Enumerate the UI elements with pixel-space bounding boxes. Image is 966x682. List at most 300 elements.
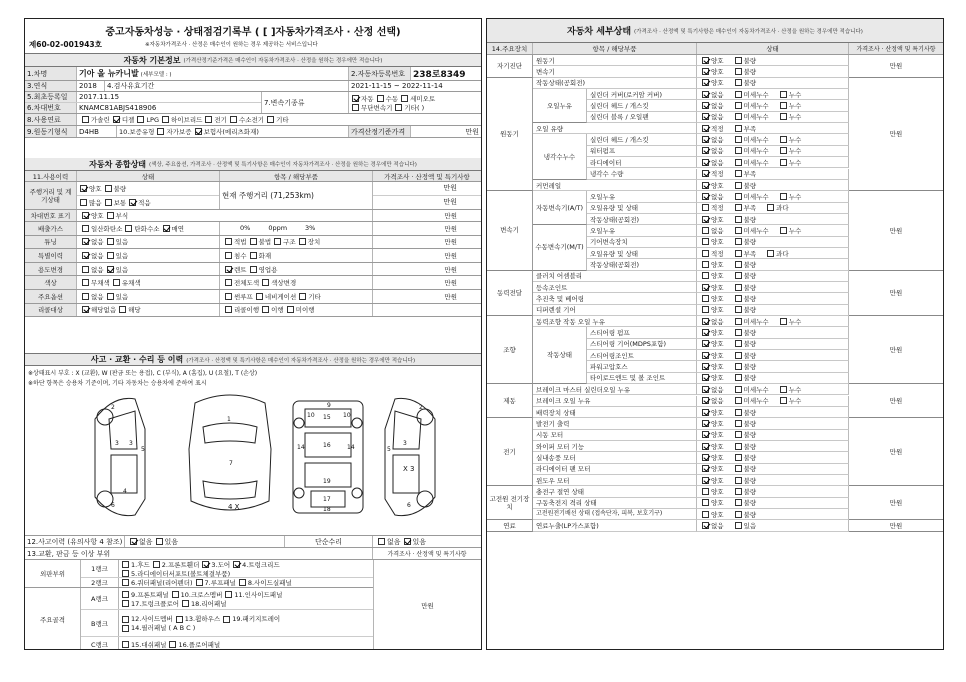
cb-none[interactable] [702, 147, 709, 154]
cb-package-tray[interactable] [223, 616, 230, 623]
state-good: 양호 [711, 453, 724, 462]
price-emission: 만원 [444, 224, 457, 233]
emission-value-0: 0% [240, 224, 251, 233]
cb-tuning-3[interactable] [250, 238, 257, 245]
cb-mi[interactable] [735, 159, 742, 166]
cb-bad[interactable] [735, 431, 742, 438]
detail-item: 오일유량 및 상태 [587, 203, 697, 214]
mark-r3: 3 [403, 440, 407, 447]
cb-side-member[interactable] [122, 616, 129, 623]
cb-vin-mark-1[interactable] [107, 212, 114, 219]
state-none: 없음 [711, 192, 724, 201]
part-roof-panel: 7.루프패널 [204, 579, 236, 587]
label-first-reg: 5.최초등록일 [25, 92, 77, 102]
row-emission [25, 222, 481, 236]
cb-good[interactable] [702, 284, 709, 291]
cb-recall-4[interactable] [287, 306, 294, 313]
cb-floor-panel[interactable] [169, 641, 176, 648]
cb-mi[interactable] [735, 397, 742, 404]
state-bad: 불량 [743, 419, 757, 428]
cb-bad[interactable] [735, 340, 742, 347]
detail-state [697, 214, 849, 225]
mark-l3a: 3 [115, 440, 119, 447]
detail-item: 작동상태(공회전) [587, 259, 697, 270]
cb-mi[interactable] [735, 147, 742, 154]
cb-radiator-support[interactable] [122, 570, 129, 577]
detail-state [697, 475, 849, 486]
device-group-4: 조향 [487, 316, 533, 384]
part-side-sill: 8.사이드실패널 [247, 579, 292, 587]
part-cross-member: 10.크로스멤버 [180, 590, 223, 599]
cb-special-history-1[interactable] [107, 252, 114, 259]
state-mi: 미세누수 [743, 102, 769, 111]
state-bad: 불량 [743, 215, 757, 224]
cb-bad[interactable] [735, 465, 742, 472]
state-mi: 미세누수 [743, 226, 769, 235]
checkbox-fuel-5[interactable] [230, 116, 237, 123]
detail-state [697, 486, 849, 497]
opt-main-options-1: 있음 [115, 292, 129, 301]
cb-leak[interactable] [780, 113, 787, 120]
opt-emission-0: 일산화탄소 [91, 224, 123, 233]
cb-over[interactable] [767, 204, 774, 211]
cb-good[interactable] [702, 272, 709, 279]
detail-item: 브레이크 오일 누유 [533, 396, 697, 407]
cb-bad[interactable] [735, 374, 742, 381]
label-outer-panel: 외판부위 [25, 560, 81, 587]
cb-good[interactable] [702, 488, 709, 495]
price-color: 만원 [444, 279, 457, 288]
cb-main-options-1[interactable] [107, 293, 114, 300]
cb-good[interactable] [702, 261, 709, 268]
cb-good[interactable] [702, 454, 709, 461]
fuel-options [77, 114, 481, 125]
cb-tuning-2[interactable] [225, 238, 232, 245]
state-leak: 누수 [788, 136, 802, 145]
detail-item: 원동기 [533, 55, 697, 66]
cb-bad[interactable] [735, 57, 742, 64]
detail-state [697, 498, 849, 509]
cb-special-history-3[interactable] [250, 252, 257, 259]
accident-note: (가격조사 · 산정액 및 특기사항은 매수인이 자동차가격조사 · 산정을 원하는 경우에만 적습니다) [186, 357, 416, 364]
detail-state [697, 430, 849, 441]
cb-bad[interactable] [735, 182, 742, 189]
cb-good[interactable] [702, 340, 709, 347]
cb-bad[interactable] [735, 454, 742, 461]
cb-lack[interactable] [735, 250, 742, 257]
cb-bad[interactable] [735, 511, 742, 518]
cb-exist[interactable] [735, 522, 742, 529]
opt-mileage-many: 많음 [89, 198, 102, 207]
mark-f18: 18 [323, 506, 331, 513]
cb-tuning-4[interactable] [274, 238, 281, 245]
cb-main-options-4[interactable] [299, 293, 306, 300]
cb-leak[interactable] [780, 147, 787, 154]
state-none: 없음 [711, 397, 724, 406]
cb-none[interactable] [702, 227, 709, 234]
cb-good[interactable] [702, 511, 709, 518]
cb-adeq[interactable] [702, 170, 709, 177]
cb-good[interactable] [702, 443, 709, 450]
state-mi: 미세누수 [743, 385, 769, 394]
cb-lack[interactable] [735, 170, 742, 177]
cb-leak[interactable] [780, 102, 787, 109]
cb-none[interactable] [702, 386, 709, 393]
cb-good[interactable] [702, 238, 709, 245]
cb-emission-2[interactable] [163, 225, 170, 232]
cb-none[interactable] [702, 318, 709, 325]
checkbox-mileage-many[interactable] [80, 199, 87, 206]
cb-front-panel[interactable] [122, 591, 129, 598]
detail-state [697, 169, 849, 180]
cb-none[interactable] [702, 159, 709, 166]
state-leak: 누수 [788, 147, 802, 156]
cb-mi[interactable] [735, 318, 742, 325]
cb-color-0[interactable] [82, 279, 89, 286]
cb-leak[interactable] [780, 136, 787, 143]
cb-trunk-lid[interactable] [233, 561, 240, 568]
cb-good[interactable] [702, 182, 709, 189]
state-leak: 누수 [788, 192, 802, 201]
part-pillar-panel: 14.필러패널 ( A B C ) [131, 624, 196, 632]
cb-none[interactable] [702, 102, 709, 109]
opt-special-history-3: 화재 [258, 251, 272, 260]
cb-bad[interactable] [735, 261, 742, 268]
opt-auto: 자동 [361, 94, 374, 103]
cb-leak[interactable] [780, 227, 787, 234]
checkbox-fuel-3[interactable] [162, 116, 169, 123]
detail-state [697, 407, 849, 418]
cb-pillar-panel[interactable] [122, 625, 129, 632]
car-detail-model: (세부모델 : ) [140, 71, 172, 78]
opt-main-options-3: 네비게이션 [264, 292, 297, 301]
state-bad: 불량 [743, 487, 757, 496]
cb-good[interactable] [702, 374, 709, 381]
cb-use-change-2[interactable] [225, 266, 232, 273]
state-good: 양호 [711, 56, 724, 65]
row-color [25, 276, 481, 290]
cb-recall-3[interactable] [262, 306, 269, 313]
detail-item: 작동상태(공회전) [587, 214, 697, 225]
opt-use-change-0: 없음 [91, 265, 104, 274]
cb-recall-2[interactable] [225, 306, 232, 313]
state-good: 양호 [711, 476, 724, 485]
cb-good[interactable] [702, 295, 709, 302]
row-exchange-header [25, 548, 481, 560]
checkbox-mileage-normal[interactable] [105, 199, 112, 206]
cb-bad[interactable] [735, 409, 742, 416]
detail-state [697, 55, 849, 66]
cb-main-options-0[interactable] [82, 293, 89, 300]
state-mi: 미세누수 [743, 113, 769, 122]
cb-bad[interactable] [735, 352, 742, 359]
opt-color-3: 색상변경 [271, 279, 297, 288]
detail-item: 워터펌프 [587, 146, 697, 157]
cb-good[interactable] [702, 329, 709, 336]
detail-item: 클러치 어셈블리 [533, 271, 697, 282]
detail-item: 기어변속장치 [587, 237, 697, 248]
cb-leak[interactable] [780, 193, 787, 200]
cb-tuning-5[interactable] [299, 238, 306, 245]
cb-lack[interactable] [735, 204, 742, 211]
detail-state [697, 293, 849, 304]
cb-bad[interactable] [735, 79, 742, 86]
cb-recall-0[interactable] [82, 306, 89, 313]
state-bad: 불량 [743, 408, 757, 417]
mark-f14a: 14 [297, 444, 305, 451]
col-price: 가격조사 · 산정액 및 특기사항 [373, 171, 481, 181]
cb-mi[interactable] [735, 113, 742, 120]
checkbox-accident-none[interactable] [130, 538, 137, 545]
basic-info-header [25, 53, 481, 67]
cb-dash-panel[interactable] [122, 641, 129, 648]
cb-good[interactable] [702, 216, 709, 223]
cb-leak[interactable] [780, 91, 787, 98]
cb-bad[interactable] [735, 295, 742, 302]
device-group-7: 고전원 전기장치 [487, 486, 533, 520]
row-tuning [25, 236, 481, 250]
checkbox-repair-none[interactable] [378, 538, 385, 545]
checkbox-fuel-4[interactable] [205, 116, 212, 123]
cb-good[interactable] [702, 420, 709, 427]
cb-bad[interactable] [735, 420, 742, 427]
state-bad: 불량 [743, 465, 757, 474]
state-leak: 누수 [788, 90, 802, 99]
device-group-3: 동력전달 [487, 271, 533, 316]
detail-item: 오일 유량 [533, 123, 697, 134]
cb-mi[interactable] [735, 102, 742, 109]
cb-none[interactable] [702, 113, 709, 120]
checkbox-fuel-6[interactable] [267, 116, 274, 123]
part-front-fender: 2.프론트휀더 [161, 560, 200, 569]
device-price-5: 만원 [849, 384, 943, 418]
detail-item: 충전구 절연 상태 [533, 486, 697, 497]
cb-leak[interactable] [780, 159, 787, 166]
cb-lack[interactable] [735, 125, 742, 132]
cb-bad[interactable] [735, 499, 742, 506]
cb-good[interactable] [702, 431, 709, 438]
cb-tuning-1[interactable] [107, 238, 114, 245]
cb-door[interactable] [202, 561, 209, 568]
detail-title: 자동차 세부상태 [567, 27, 632, 37]
cb-emission-0[interactable] [82, 225, 89, 232]
checkbox-semi[interactable] [401, 95, 408, 102]
cb-inside-panel[interactable] [225, 591, 232, 598]
detail-item: 실린더 블록 / 오일팬 [587, 112, 697, 123]
detail-item: 냉각수 수량 [587, 169, 697, 180]
cb-mi[interactable] [735, 227, 742, 234]
cb-front-fender[interactable] [153, 561, 160, 568]
cb-leak[interactable] [780, 318, 787, 325]
opt-use-change-2: 렌트 [234, 265, 247, 274]
cb-over[interactable] [767, 250, 774, 257]
cb-adeq[interactable] [702, 204, 709, 211]
cb-rear-panel[interactable] [182, 600, 189, 607]
cb-leak[interactable] [780, 397, 787, 404]
cb-good[interactable] [702, 57, 709, 64]
opt-fuel-2: LPG [146, 115, 159, 124]
checkbox-auto[interactable] [352, 95, 359, 102]
price-vin-mark: 만원 [444, 212, 457, 220]
detail-state [697, 191, 849, 202]
checkbox-gauge-good[interactable] [80, 185, 87, 192]
state-leak: 누수 [788, 102, 802, 111]
mark-t1: 1 [227, 416, 231, 423]
cb-recall-1[interactable] [119, 306, 126, 313]
cb-bad[interactable] [735, 238, 742, 245]
cb-use-change-0[interactable] [82, 266, 89, 273]
cb-good[interactable] [702, 363, 709, 370]
mark-f15: 15 [323, 414, 331, 421]
checkbox-fuel-2[interactable] [137, 116, 144, 123]
state-bad: 불량 [743, 181, 757, 190]
detail-state [697, 237, 849, 248]
cb-none[interactable] [702, 136, 709, 143]
checkbox-manual[interactable] [377, 95, 384, 102]
cb-vin-mark-0[interactable] [82, 212, 89, 219]
cb-mi[interactable] [735, 136, 742, 143]
state-none: 없음 [711, 90, 724, 99]
label-mileage: 주행거리 및 계기상태 [25, 182, 77, 209]
cb-use-change-1[interactable] [107, 266, 114, 273]
state-good: 양호 [711, 238, 724, 247]
cb-mi[interactable] [735, 91, 742, 98]
opt-self-warranty: 자가보증 [166, 128, 192, 136]
checkbox-fuel-0[interactable] [82, 116, 89, 123]
cb-none[interactable] [702, 193, 709, 200]
basic-info-title: 자동차 기본정보 [123, 55, 181, 65]
cb-good[interactable] [702, 465, 709, 472]
cb-color-2[interactable] [225, 279, 232, 286]
cb-roof-panel[interactable] [196, 579, 203, 586]
detail-state [697, 316, 849, 327]
label-year: 3.연식 [25, 81, 77, 91]
cb-bad[interactable] [735, 272, 742, 279]
cb-bad[interactable] [735, 477, 742, 484]
cb-leak[interactable] [780, 386, 787, 393]
opt-tuning-3: 불법 [258, 238, 272, 247]
device-price-3: 만원 [849, 271, 943, 316]
state-adeq: 적정 [711, 124, 724, 133]
cb-hood[interactable] [122, 561, 129, 568]
cb-quarter-panel[interactable] [122, 579, 129, 586]
part-trunk-floor: 17.트렁크플로어 [131, 599, 180, 608]
device-price-4: 만원 [849, 316, 943, 384]
checkbox-other-trans[interactable] [395, 104, 402, 111]
part-inside-panel: 11.인사이드패널 [234, 590, 283, 599]
cb-good[interactable] [702, 352, 709, 359]
state-bad: 불량 [743, 351, 757, 360]
label-simple-repair: 단순수리 [285, 536, 373, 547]
state-bad: 불량 [743, 283, 757, 292]
cb-bad[interactable] [735, 68, 742, 75]
cb-special-history-0[interactable] [82, 252, 89, 259]
cb-color-3[interactable] [262, 279, 269, 286]
cb-good[interactable] [702, 499, 709, 506]
label-tuning: 튜닝 [25, 236, 77, 249]
mark-r2: 2 [419, 404, 423, 411]
state-good: 양호 [711, 351, 724, 360]
summary-note: (색상, 주요옵션, 가격조사 · 산정액 및 특기사항은 매수인이 자동차가격조사 · 산정을 원하는 경우에만 적습니다) [149, 162, 417, 168]
cb-cross-member[interactable] [172, 591, 179, 598]
detail-state [697, 203, 849, 214]
cb-bad[interactable] [735, 488, 742, 495]
state-bad: 불량 [743, 374, 757, 383]
cb-none[interactable] [702, 522, 709, 529]
cb-adeq[interactable] [702, 125, 709, 132]
checkbox-accident-yes[interactable] [156, 538, 163, 545]
row-fuel [25, 114, 481, 126]
cb-wheel-house[interactable] [176, 616, 183, 623]
price-recall [373, 304, 481, 317]
cb-bad[interactable] [735, 329, 742, 336]
cb-adeq[interactable] [702, 250, 709, 257]
opt-emission-1: 탄화수소 [134, 224, 160, 233]
cb-bad[interactable] [735, 363, 742, 370]
checkbox-fuel-1[interactable] [113, 116, 120, 123]
state-good: 양호 [711, 408, 724, 417]
checkbox-repair-yes[interactable] [404, 538, 411, 545]
label-vin-mark: 차대번호 표기 [25, 210, 77, 221]
state-leak: 누수 [788, 317, 802, 326]
checkbox-gauge-bad[interactable] [105, 185, 112, 192]
cb-emission-1[interactable] [125, 225, 132, 232]
checkbox-self-warranty[interactable] [157, 128, 164, 135]
cb-good[interactable] [702, 79, 709, 86]
row-main-options [25, 290, 481, 304]
cb-use-change-3[interactable] [250, 266, 257, 273]
cb-trunk-floor[interactable] [122, 600, 129, 607]
detail-sub-1-1: 오일누유 [533, 89, 587, 123]
cb-main-options-2[interactable] [225, 293, 232, 300]
cb-color-1[interactable] [113, 279, 120, 286]
exchange-price: 만원 [373, 560, 481, 650]
cb-tuning-0[interactable] [82, 238, 89, 245]
cb-none[interactable] [702, 91, 709, 98]
checkbox-insurer-warranty[interactable] [195, 128, 202, 135]
cb-bad[interactable] [735, 216, 742, 223]
part-radiator-support: 5.라디에이터서포트(볼트체결부품) [131, 569, 231, 578]
cb-good[interactable] [702, 409, 709, 416]
mark-l2: 2 [111, 404, 115, 411]
checkbox-cvt[interactable] [352, 104, 359, 111]
opt-manual: 수동 [385, 94, 399, 103]
state-none: 없음 [711, 102, 724, 111]
state-bad: 불량 [743, 453, 757, 462]
cb-good[interactable] [702, 306, 709, 313]
row-first-reg [25, 92, 481, 114]
cb-main-options-3[interactable] [256, 293, 263, 300]
cb-mi[interactable] [735, 386, 742, 393]
cb-none[interactable] [702, 397, 709, 404]
label-warranty: 10.보증유형 [119, 128, 155, 136]
cb-good[interactable] [702, 477, 709, 484]
cb-bad[interactable] [735, 306, 742, 313]
state-none: 없음 [711, 113, 724, 122]
detail-item: 와이퍼 모터 기능 [533, 441, 697, 452]
detail-item: 실린더 헤드 / 개스킷 [587, 100, 697, 111]
cb-bad[interactable] [735, 284, 742, 291]
state-bad: 불량 [743, 363, 757, 372]
cb-mi[interactable] [735, 193, 742, 200]
cb-bad[interactable] [735, 443, 742, 450]
cb-good[interactable] [702, 68, 709, 75]
state-good: 양호 [711, 442, 724, 451]
cb-side-sill[interactable] [239, 579, 246, 586]
cb-special-history-2[interactable] [225, 252, 232, 259]
checkbox-mileage-few[interactable] [129, 199, 136, 206]
detail-header [487, 19, 943, 43]
